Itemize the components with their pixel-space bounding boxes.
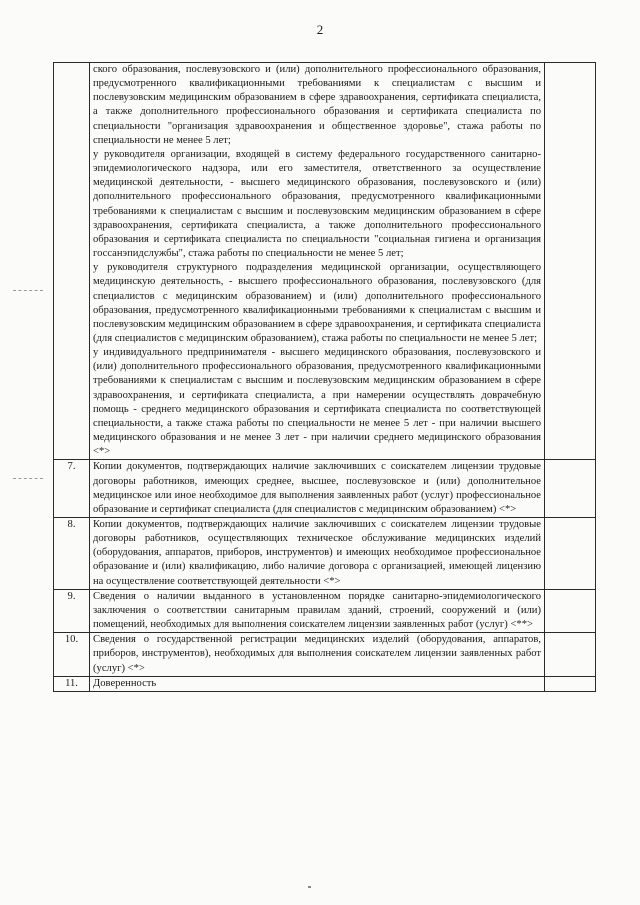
table-row (54, 633, 596, 676)
table-row (54, 518, 596, 590)
paragraph: у руководителя организации, входящей в систему федерального государственного санитарно-эпидемиологического надзора, или его заместителя, ответственного за осуществление медицинской деятельности, - высшего медицинского образования, послевузовского и (или) дополнительного профессионального образования, предусмотренного квалификационными требованиями к специалистам с высшим и послевузовским медицинским образованием в сфере здравоохранения, сертификата специалиста, а также дополнительного профессионального образования и сертификата специалиста по специальности "социальная гигиена и организация госсанэпидслужбы", стажа работы по специальности не менее 5 лет; (93, 148, 541, 260)
blank-cell (545, 589, 596, 632)
paragraph: ского образования, послевузовского и (или) дополнительного профессионального образования, предусмотренного квалификационными требованиями к специалистам с высшим и послевузовским медицинским образованием в сфере здравоохранения, сертификата специалиста, а также дополнительного профессионального образования и сертификата специалиста по специальности "организация здравоохранения и общественное здоровье", стажа работы по специальности не менее 5 лет; (93, 64, 541, 146)
requirements-table (53, 62, 596, 692)
table-row (54, 676, 596, 691)
margin-mark (13, 290, 43, 291)
row-number: 10. (54, 633, 90, 676)
row-text (90, 518, 545, 590)
row-number: 7. (54, 460, 90, 518)
blank-cell (545, 460, 596, 518)
row-number: 8. (54, 518, 90, 590)
blank-cell (545, 63, 596, 460)
row-number: 11. (54, 676, 90, 691)
table-row (54, 589, 596, 632)
margin-mark (13, 478, 43, 479)
row-number: 9. (54, 589, 90, 632)
paragraph: Копии документов, подтверждающих наличие заключивших с соискателем лицензии трудовые договоры работников, осуществляющих техническое обслуживание медицинских изделий (оборудования, аппаратов, приборов, инструментов) и имеющих необходимое профессиональное образование и (или) квалификацию, либо наличие договора с организацией, имеющей лицензию на осуществление соответствующей деятельности <*> (93, 519, 541, 587)
page-number: 2 (316, 22, 324, 37)
paragraph: Копии документов, подтверждающих наличие заключивших с соискателем лицензии трудовые договоры работников, имеющих среднее, высшее, послевузовское и (или) дополнительное медицинское или иное необходимое для выполнения заявленных работ (услуг) профессиональное образование и сертификат специалиста (для специалистов с медицинским образованием) <*> (93, 461, 541, 515)
blank-cell (545, 676, 596, 691)
row-text (90, 676, 545, 691)
paragraph: у индивидуального предпринимателя - высшего медицинского образования, послевузовского и (или) дополнительного профессионального образования, предусмотренного квалификационными требованиями к специалистам с высшим и послевузовским медицинским образованием в сфере здравоохранения, и сертификата специалиста, а при намерении осуществлять доврачебную помощь - среднего медицинского образования и сертификата специалиста по соответствующей специальности, а также стажа работы по специальности не менее 5 лет - при наличии высшего медицинского образования и не менее 3 лет - при наличии среднего медицинского образования <*> (93, 347, 541, 458)
row-text (90, 63, 545, 460)
paragraph: Сведения о наличии выданного в установленном порядке санитарно-эпидемиологического заключения о соответствии санитарным правилам зданий, строений, сооружений и (или) помещений, необходимых для выполнения соискателем лицензии заявленных работ (услуг) <**> (93, 590, 541, 631)
scan-mark (308, 886, 311, 888)
paragraph: Доверенность (93, 677, 157, 689)
row-number (54, 63, 90, 460)
row-text (90, 460, 545, 518)
blank-cell (545, 633, 596, 676)
row-text (90, 633, 545, 676)
table-row (54, 460, 596, 518)
paragraph: Сведения о государственной регистрации медицинских изделий (оборудования, аппаратов, приборов, инструментов), необходимых для выполнения соискателем лицензии заявленных работ (услуг) <*> (93, 634, 541, 674)
paragraph: у руководителя структурного подразделения медицинской организации, осуществляющего медицинскую деятельность, - высшего профессионального образования, послевузовского (для специалистов с медицинским образованием) и (или) дополнительного профессионального образования, предусмотренного квалификационными требованиями к специалистам с высшим и послевузовским медицинским образованием в сфере здравоохранения, и сертификата специалиста (для специалистов с медицинским образованием), стажа работы по специальности не менее 5 лет; (93, 262, 541, 344)
table-row (54, 63, 596, 460)
blank-cell (545, 518, 596, 590)
row-text (90, 589, 545, 632)
